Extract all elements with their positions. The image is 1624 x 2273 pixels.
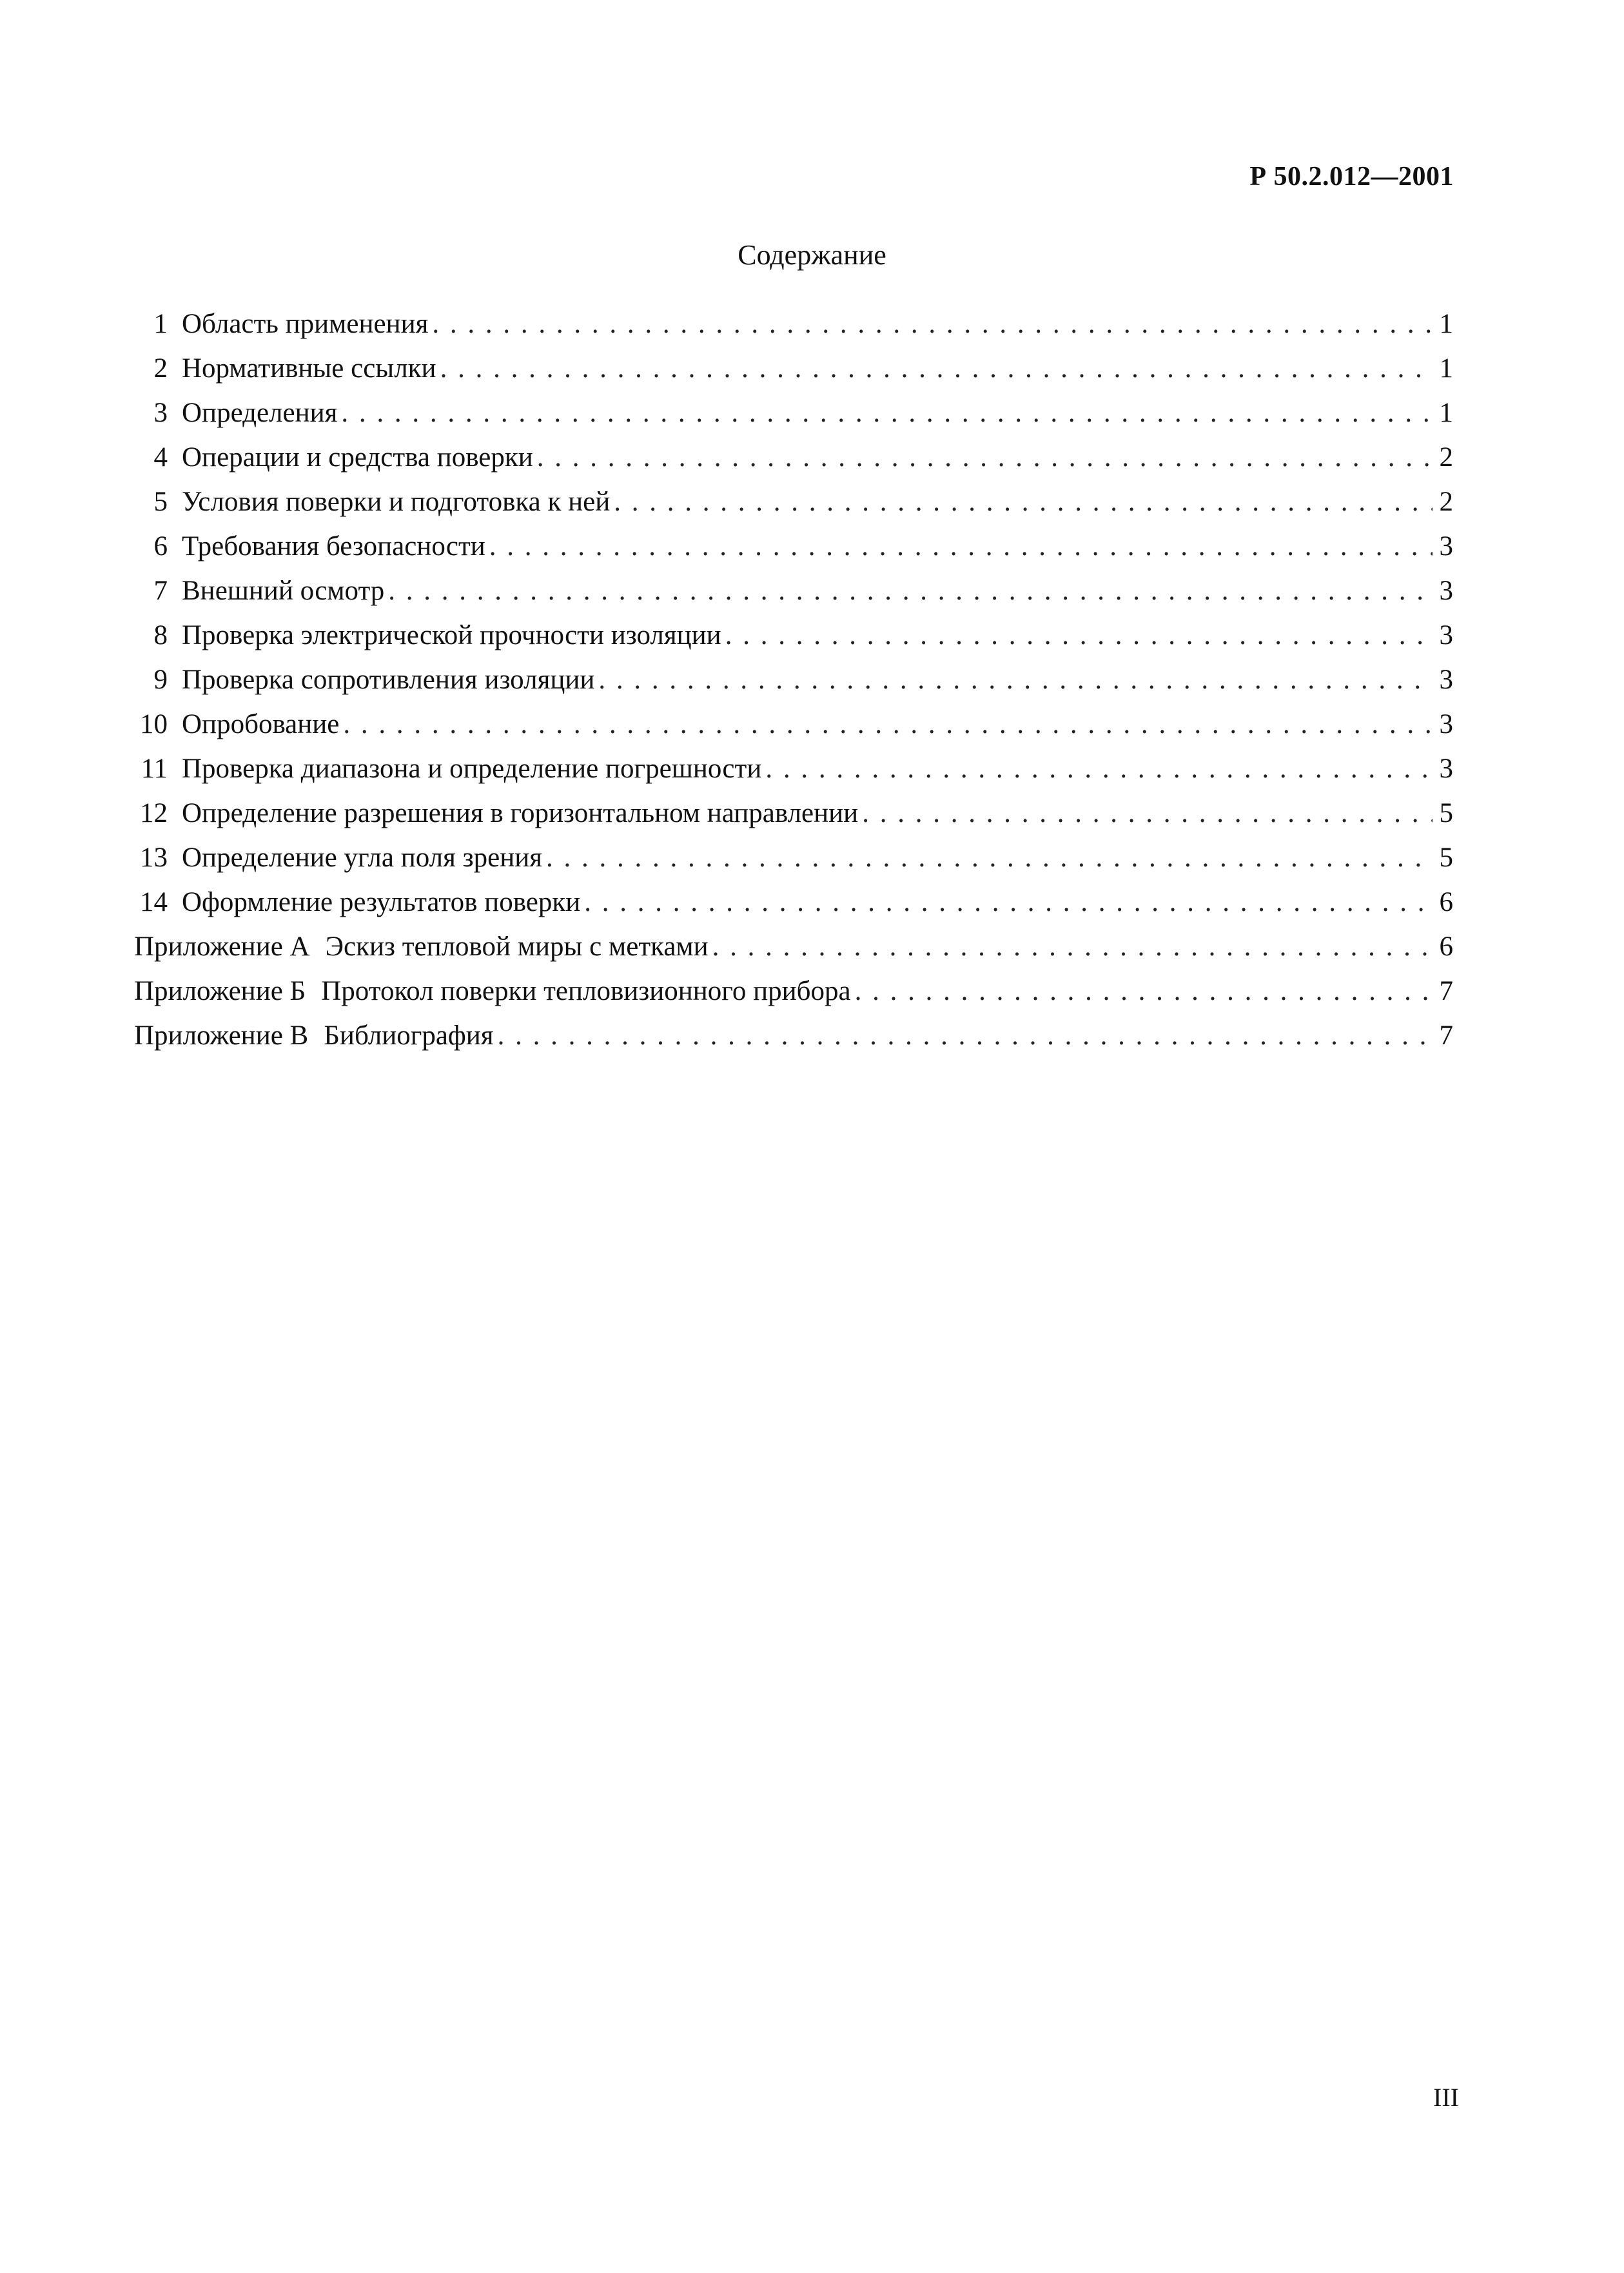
- document-code: Р 50.2.012—2001: [1249, 162, 1454, 191]
- toc-entry[interactable]: [134, 302, 1453, 346]
- toc-entry-number: 9: [153, 665, 168, 695]
- appendix-title: Библиография: [324, 1020, 494, 1051]
- dot-leader: [614, 480, 1433, 524]
- dot-leader: [546, 835, 1433, 880]
- toc-entry[interactable]: [134, 791, 1453, 835]
- toc-entry-number: 5: [153, 487, 168, 517]
- toc-entry[interactable]: [134, 613, 1453, 658]
- toc-entry-page: 1: [1439, 309, 1453, 339]
- toc-entry-number: 7: [153, 576, 168, 606]
- toc-entry-number: 12: [140, 798, 168, 828]
- page-number: III: [1433, 2083, 1459, 2112]
- toc-entry[interactable]: [134, 435, 1453, 480]
- dot-leader: [712, 924, 1433, 969]
- dot-leader: [855, 969, 1433, 1013]
- toc-entry-title: Определения: [182, 398, 338, 428]
- dot-leader: [598, 658, 1433, 702]
- toc-entry-page: 3: [1439, 754, 1453, 784]
- toc-entry-title: Опробование: [182, 709, 340, 739]
- toc-entry-page: 6: [1439, 887, 1453, 917]
- toc-entry-number: 1: [153, 309, 168, 339]
- toc-entry[interactable]: [134, 391, 1453, 435]
- dot-leader: [862, 791, 1433, 835]
- toc-entry-page: 3: [1439, 531, 1453, 561]
- dot-leader: [432, 302, 1433, 346]
- toc-title: Содержание: [738, 239, 886, 271]
- toc-entry-page: 1: [1439, 353, 1453, 384]
- dot-leader: [489, 524, 1433, 569]
- toc-entry-number: 14: [140, 887, 168, 917]
- appendix-label: Приложение А: [134, 932, 310, 962]
- toc-entry[interactable]: [134, 835, 1453, 880]
- toc-entry[interactable]: [134, 702, 1453, 746]
- dot-leader: [725, 613, 1433, 658]
- appendix-title: Эскиз тепловой миры с метками: [325, 932, 709, 962]
- toc-entry-page: 5: [1439, 798, 1453, 828]
- toc-entry-title: Условия поверки и подготовка к ней: [182, 487, 611, 517]
- appendix-label: Приложение В: [134, 1020, 309, 1051]
- toc-entry[interactable]: [134, 480, 1453, 524]
- toc-entry-number: 10: [140, 709, 168, 739]
- toc-entry-number: 6: [153, 531, 168, 561]
- toc-entry-page: 5: [1439, 843, 1453, 873]
- toc-appendix-entry[interactable]: [134, 1013, 1453, 1058]
- dot-leader: [440, 346, 1433, 391]
- toc-entry-number: 8: [153, 620, 168, 650]
- toc-entry-page: 3: [1439, 576, 1453, 606]
- toc-entry-title: Внешний осмотр: [182, 576, 385, 606]
- appendix-title: Протокол поверки тепловизионного прибора: [321, 976, 851, 1006]
- toc-entry-page: 3: [1439, 709, 1453, 739]
- toc-entry-title: Определение угла поля зрения: [182, 843, 542, 873]
- toc-entry-title: Проверка диапазона и определение погрешности: [182, 754, 762, 784]
- toc-entry-title: Проверка электрической прочности изоляции: [182, 620, 721, 650]
- toc-entry[interactable]: [134, 524, 1453, 569]
- toc-entry-title: Требования безопасности: [182, 531, 485, 561]
- dot-leader: [388, 569, 1433, 613]
- dot-leader: [343, 702, 1433, 746]
- toc-entry-number: 2: [153, 353, 168, 384]
- dot-leader: [498, 1013, 1433, 1058]
- toc-entry-number: 3: [153, 398, 168, 428]
- toc-entry[interactable]: [134, 346, 1453, 391]
- toc-entry-title: Определение разрешения в горизонтальном направлении: [182, 798, 859, 828]
- toc-appendix-entry[interactable]: [134, 924, 1453, 969]
- toc-entry-page: 2: [1439, 442, 1453, 473]
- dot-leader: [765, 746, 1433, 791]
- dot-leader: [584, 880, 1433, 924]
- toc-entry-page: 7: [1439, 976, 1453, 1006]
- toc-entry-page: 3: [1439, 620, 1453, 650]
- toc-entry-title: Проверка сопротивления изоляции: [182, 665, 595, 695]
- toc-entry[interactable]: [134, 569, 1453, 613]
- appendix-label: Приложение Б: [134, 976, 306, 1006]
- dot-leader: [537, 435, 1433, 480]
- toc-entry-title: Нормативные ссылки: [182, 353, 436, 384]
- dot-leader: [341, 391, 1433, 435]
- toc-entry[interactable]: [134, 746, 1453, 791]
- toc-entry-title: Оформление результатов поверки: [182, 887, 581, 917]
- table-of-contents: [134, 302, 1453, 1058]
- toc-entry-page: 3: [1439, 665, 1453, 695]
- toc-entry-number: 11: [141, 754, 168, 784]
- toc-entry-number: 13: [140, 843, 168, 873]
- toc-entry-page: 7: [1439, 1020, 1453, 1051]
- toc-entry-number: 4: [153, 442, 168, 473]
- toc-entry-page: 1: [1439, 398, 1453, 428]
- toc-entry-title: Область применения: [182, 309, 429, 339]
- toc-entry[interactable]: [134, 658, 1453, 702]
- toc-entry-page: 6: [1439, 932, 1453, 962]
- toc-entry-title: Операции и средства поверки: [182, 442, 533, 473]
- toc-appendix-entry[interactable]: [134, 969, 1453, 1013]
- toc-entry[interactable]: [134, 880, 1453, 924]
- toc-entry-page: 2: [1439, 487, 1453, 517]
